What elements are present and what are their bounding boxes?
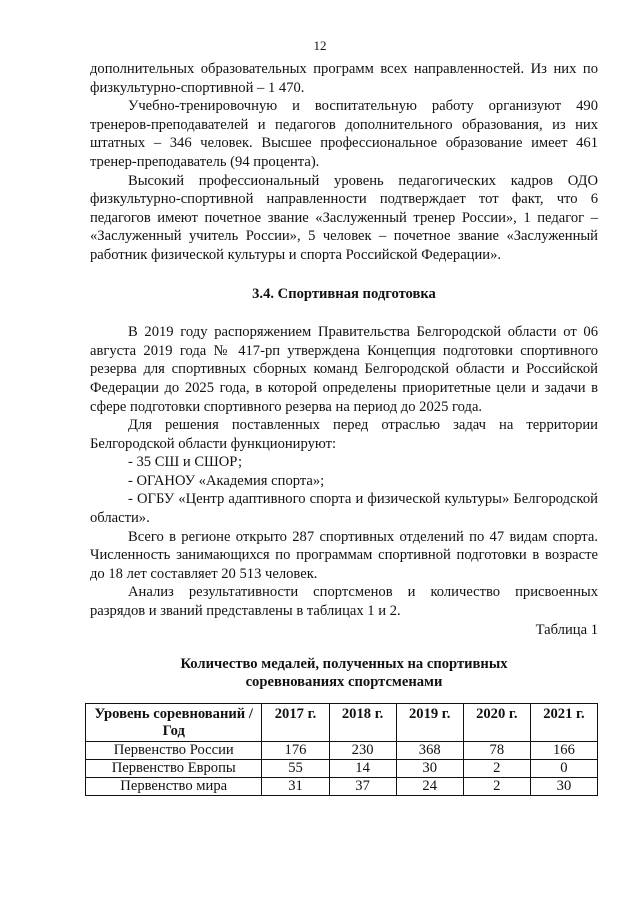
table-header-year: 2020 г. (463, 704, 530, 742)
paragraph: дополнительных образовательных программ всех направленностей. Из них по физкультурно-спортивной – 1 470. (90, 61, 598, 96)
table-cell: 30 (530, 778, 597, 796)
table-header-year: 2017 г. (262, 704, 329, 742)
table-cell: 368 (396, 742, 463, 760)
paragraph: Учебно-тренировочную и воспитательную работу организуют 490 тренеров-преподавателей и педагогов дополнительного образования, из них штатных – 346 человек. Высшее профессиональное образование имеет 461 тренер-преподаватель (94 процента). (90, 98, 598, 170)
medals-table (85, 703, 598, 796)
paragraph: Всего в регионе открыто 287 спортивных отделений по 47 видам спорта. Численность занимающихся по программам спортивной подготовки в возрасте до 18 лет составляет 20 513 человек. (90, 528, 598, 582)
table-cell: 14 (329, 760, 396, 778)
list-item: - ОГАНОУ «Академия спорта»; (128, 472, 325, 489)
table-row (86, 778, 598, 796)
table-cell: 176 (262, 742, 329, 760)
table-cell: 30 (396, 760, 463, 778)
table-header-year: 2018 г. (329, 704, 396, 742)
table-header-level: Уровень соревнований / Год (86, 704, 262, 742)
table-cell: 0 (530, 760, 597, 778)
table-header-row (86, 704, 598, 742)
table-row (86, 760, 598, 778)
table-cell: 55 (262, 760, 329, 778)
table-cell: 230 (329, 742, 396, 760)
table-cell: 2 (463, 760, 530, 778)
paragraph: Для решения поставленных перед отраслью задач на территории Белгородской области функционируют: (90, 417, 598, 452)
table-cell: 24 (396, 778, 463, 796)
table-cell-level: Первенство мира (86, 778, 262, 796)
table-cell: 78 (463, 742, 530, 760)
table-cell: 31 (262, 778, 329, 796)
table-cell-level: Первенство Европы (86, 760, 262, 778)
table-header-year: 2021 г. (530, 704, 597, 742)
paragraph: Анализ результативности спортсменов и количество присвоенных разрядов и званий представлены в таблицах 1 и 2. (90, 584, 598, 620)
table-title: Количество медалей, полученных на спортивных соревнованиях спортсменами (180, 656, 508, 691)
table-cell: 166 (530, 742, 597, 760)
table-row (86, 742, 598, 760)
table-cell: 2 (463, 778, 530, 796)
page-number: 12 (313, 38, 327, 53)
table-cell-level: Первенство России (86, 742, 262, 760)
list-item: - ОГБУ «Центр адаптивного спорта и физической культуры» Белгородской области». (90, 491, 598, 527)
page-content (90, 60, 598, 705)
table-cell: 37 (329, 778, 396, 796)
table-header-year: 2019 г. (396, 704, 463, 742)
section-heading: 3.4. Спортивная подготовка (252, 285, 436, 302)
list-item: - 35 СШ и СШОР; (128, 454, 243, 471)
paragraph: Высокий профессиональный уровень педагогических кадров ОДО физкультурно-спортивной направленности подтверждает тот факт, что 6 педагогов имеют почетное звание «Заслуженный тренер России», 1 педагог – «Заслуженный учитель России», 5 человек – почетное звание «Заслуженный работник физической культуры и спорта Российской Федерации». (90, 172, 598, 263)
table-label: Таблица 1 (535, 621, 598, 638)
paragraph: В 2019 году распоряжением Правительства Белгородской области от 06 августа 2019 года № 417-рп утверждена Концепция подготовки спортивного резерва для спортивных сборных команд Белгородской области и Российской Федерации до 2025 года, в которой определены приоритетные цели и задачи в сфере подготовки спортивного резерва на период до 2025 года. (90, 324, 598, 415)
